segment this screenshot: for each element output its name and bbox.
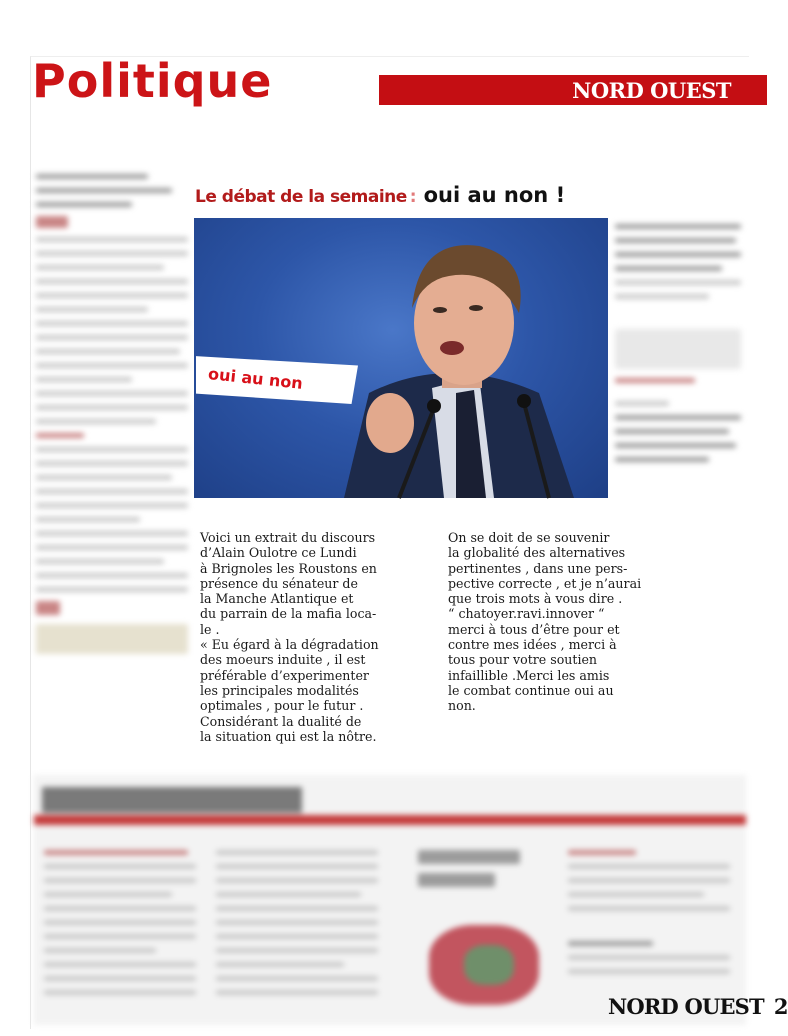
blurred-left-column — [32, 165, 192, 765]
headline-title: oui au non ! — [423, 183, 566, 207]
article-photo — [194, 218, 608, 498]
blurred-bottom-section — [34, 775, 746, 1025]
article-column-2: On se doit de se souvenir la globalité des alternatives pertinentes , dans une pers- pective correcte , et je n’aurai que trois mots à vous dire . “ chatoyer.ravi.innover “ merci à tous d’être pour et contre mes idées , merci à tous pour votre soutien infaillible .Merci les amis le combat continue oui au non. — [448, 530, 642, 714]
edition-bar — [379, 75, 767, 105]
edition-label: NORD OUEST — [572, 78, 731, 103]
page-number: 2 — [773, 994, 788, 1019]
headline-kicker: Le débat de la semaine — [195, 187, 407, 207]
article-column-1: Voici un extrait du discours d’Alain Oulotre ce Lundi à Brignoles les Roustons en présence du sénateur de la Manche Atlantique et du parrain de la mafia loca- le . « Eu égard à la dégradation des moeurs induite , il est préférable d’experimenter les principales modalités optimales , pour le futur . Considérant la dualité de la situation qui est la nôtre. — [200, 530, 379, 744]
section-title: Politique — [32, 54, 273, 108]
footer-brand-label: NORD OUEST — [608, 994, 764, 1019]
blurred-right-column — [611, 215, 745, 515]
article-headline — [195, 183, 615, 215]
footer-brand — [608, 994, 788, 1019]
headline-separator: : — [409, 187, 417, 207]
photo-banner-text: oui au non — [207, 364, 304, 393]
